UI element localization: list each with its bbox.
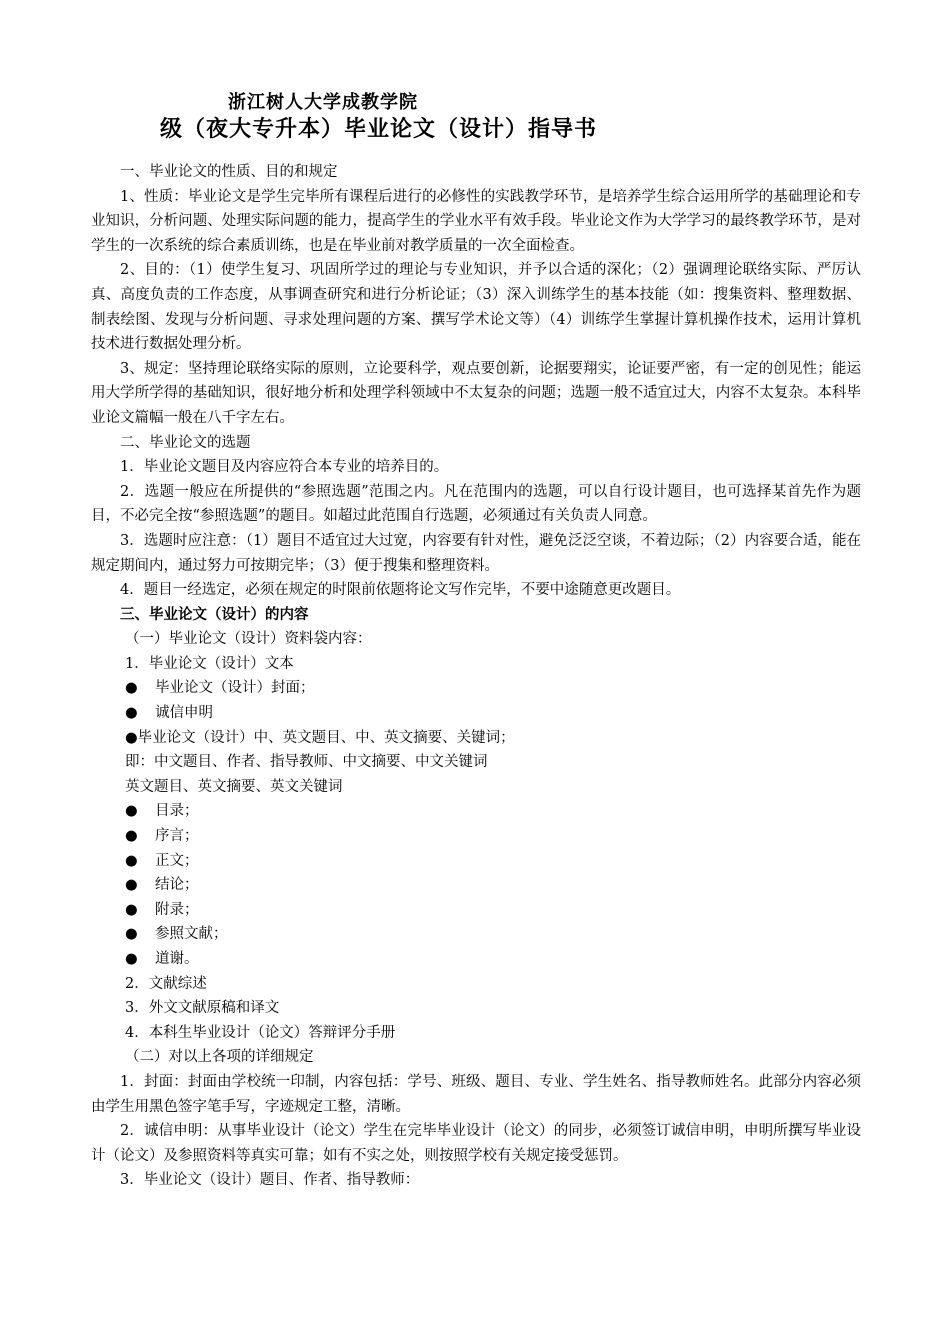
paragraph: 2、目的：（1）使学生复习、巩固所学过的理论与专业知识，并予以合适的深化；（2）强调理论联络实际、严厉认真、高度负责的工作态度，从事调查研究和进行分析论证；（3）深入训练学生的基本技能（如：搜集资料、整理数据、制表绘图、发现与分析问题、寻求处理问题的方案、撰写学术论文等）（4）训练学生掌握计算机操作技术，运用计算机技术进行数据处理分析。 — [91, 262, 861, 353]
paragraph: 1、性质：毕业论文是学生完毕所有课程后进行的必修性的实践教学环节，是培养学生综合运用所学的基础理论和专业知识，分析问题、处理实际问题的能力，提高学生的学业水平有效手段。毕业论文作为大学学习的最终教学环节，是对学生的一次系统的综合素质训练，也是在毕业前对教学质量的一次全面检查。 — [91, 188, 861, 254]
paragraph: 1．封面：封面由学校统一印制，内容包括：学号、班级、题目、专业、学生姓名、指导教师姓名。此部分内容必须由学生用黑色签字笔手写，字迹规定工整，清晰。 — [91, 1073, 861, 1115]
section-heading: 三、毕业论文（设计）的内容 — [120, 606, 309, 623]
bullet-icon: ● — [125, 877, 138, 894]
document-title: 级（夜大专升本）毕业论文（设计）指导书 — [160, 117, 598, 142]
bullet-icon: ● — [125, 926, 138, 943]
bullet-icon: ● — [125, 828, 138, 845]
list-item: 2．文献综述 — [125, 975, 207, 992]
bullet-icon: ● — [125, 951, 138, 967]
bullet-continuation: 即：中文题目、作者、指导教师、中文摘要、中文关键词 — [125, 754, 488, 771]
bullet-text: 正文； — [155, 852, 199, 869]
bullet-text: 道谢。 — [155, 951, 199, 967]
document-body — [91, 160, 861, 1193]
paragraph: 3、规定：坚持理论联络实际的原则，立论要科学，观点要创新，论据要翔实，论证要严密，有一定的创见性；能运用大学所学得的基础知识，很好地分析和处理学科领域中不太复杂的问题；选题一般不适宜过大，内容不太复杂。本科毕业论文篇幅一般在八千字左右。 — [91, 360, 861, 426]
bullet-item — [91, 849, 861, 874]
section-heading: 二、毕业论文的选题 — [120, 434, 251, 451]
bullet-item — [91, 873, 861, 898]
bullet-item — [91, 701, 861, 726]
bullet-item — [91, 947, 861, 972]
bullet-item — [91, 922, 861, 947]
bullet-item — [91, 824, 861, 849]
subheading: （一）毕业论文（设计）资料袋内容： — [125, 631, 372, 648]
bullet-continuation: 英文题目、英文摘要、英文关键词 — [125, 778, 343, 795]
bullet-text: 诚信申明 — [155, 705, 213, 722]
bullet-text: 序言； — [155, 828, 199, 845]
list-item: 1．毕业论文（设计）文本 — [125, 655, 294, 672]
bullet-text: 附录； — [155, 901, 199, 918]
bullet-icon: ● — [125, 901, 138, 918]
bullet-text: 目录； — [155, 803, 199, 820]
bullet-icon: ● — [125, 803, 138, 820]
paragraph: 4．题目一经选定，必须在规定的时限前依题将论文写作完毕，不要中途随意更改题目。 — [120, 582, 681, 599]
bullet-icon: ● — [125, 705, 138, 722]
bullet-item — [91, 799, 861, 824]
school-name: 浙江树人大学成教学院 — [228, 92, 418, 113]
paragraph: 1．毕业论文题目及内容应符合本专业的培养目的。 — [120, 459, 449, 476]
subheading: （二）对以上各项的详细规定 — [125, 1049, 314, 1066]
bullet-item — [91, 676, 861, 701]
paragraph: 3．毕业论文（设计）题目、作者、指导教师： — [120, 1172, 420, 1189]
paragraph: 2．诚信申明：从事毕业设计（论文）学生在完毕毕业设计（论文）的同步，必须签订诚信申明，申明所撰写毕业设计（论文）及参照资料等真实可靠；如有不实之处，则按照学校有关规定接受惩罚。 — [91, 1123, 861, 1164]
bullet-text: 结论； — [155, 877, 199, 894]
list-item: 3．外文文献原稿和译文 — [125, 1000, 280, 1017]
bullet-item — [91, 898, 861, 923]
section-heading: 一、毕业论文的性质、目的和规定 — [120, 164, 338, 180]
bullet-item: ●毕业论文（设计）中、英文题目、中、英文摘要、关键词； — [125, 729, 515, 746]
paragraph: 2．选题一般应在所提供的“参照选题”范围之内。凡在范围内的选题，可以自行设计题目，也可选择某首先作为题目，不必完全按“参照选题”的题目。如超过此范围自行选题，必须通过有关负责人同意。 — [91, 483, 861, 525]
bullet-icon: ● — [125, 680, 138, 697]
bullet-icon: ● — [125, 852, 138, 869]
bullet-text: 参照文献； — [155, 926, 228, 943]
list-item: 4．本科生毕业设计（论文）答辩评分手册 — [125, 1024, 396, 1041]
bullet-text: 毕业论文（设计）封面； — [155, 680, 315, 697]
paragraph: 3．选题时应注意：（1）题目不适宜过大过宽，内容要有针对性，避免泛泛空谈，不着边际；（2）内容要合适，能在规定期间内，通过努力可按期完毕；（3）便于搜集和整理资料。 — [91, 532, 861, 574]
